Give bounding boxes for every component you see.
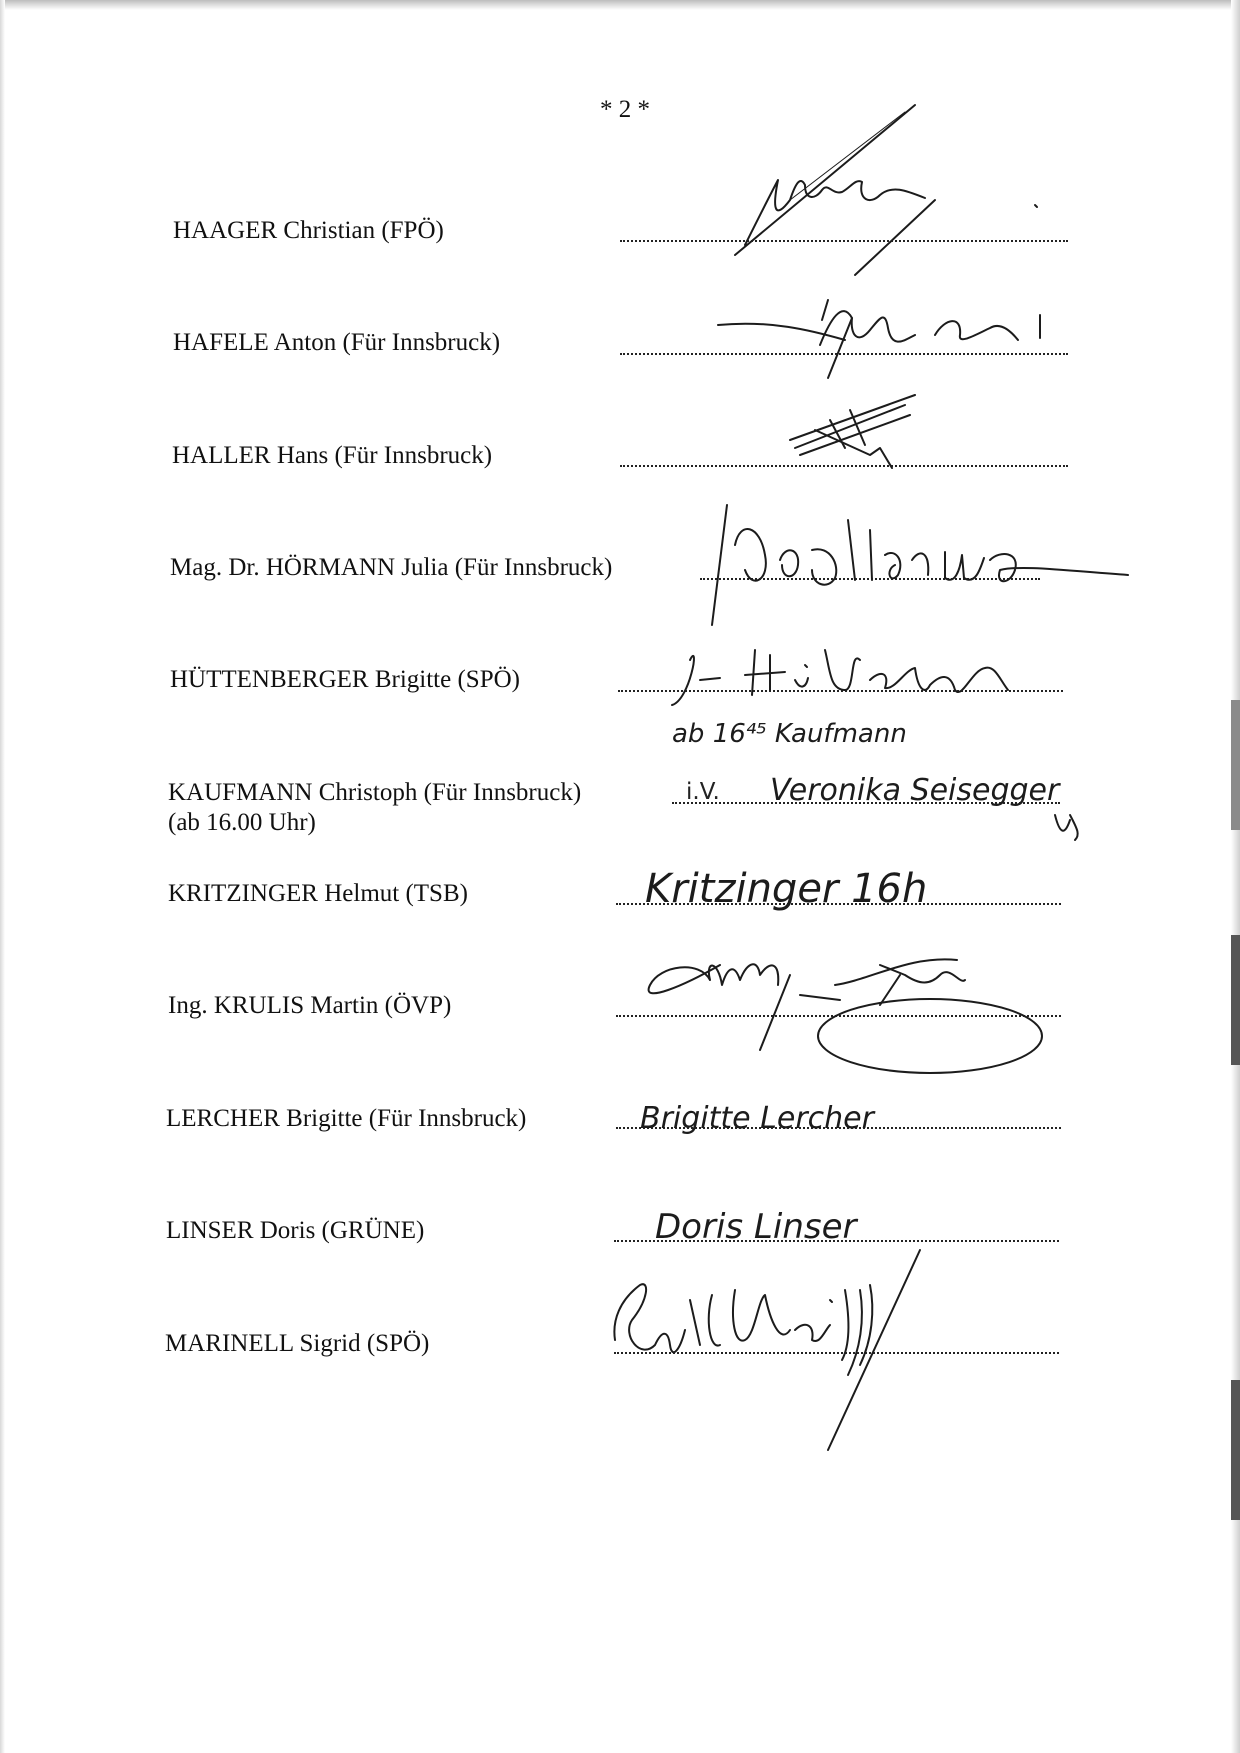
signature-huettenberger bbox=[672, 650, 1008, 749]
member-name: HÜTTENBERGER Brigitte (SPÖ) bbox=[170, 666, 520, 693]
signature-haager bbox=[735, 105, 1037, 275]
signature-line bbox=[700, 578, 1040, 580]
signature-text: Doris Linser bbox=[655, 1207, 857, 1247]
signature-line bbox=[672, 802, 1060, 804]
member-name: MARINELL Sigrid (SPÖ) bbox=[165, 1330, 430, 1357]
member-name: LINSER Doris (GRÜNE) bbox=[166, 1217, 425, 1244]
signature-text: Kritzinger 16h bbox=[645, 866, 928, 912]
scan-edge-top bbox=[0, 0, 1240, 10]
signature-hoermann bbox=[712, 505, 1128, 625]
member-name-main: KAUFMANN Christoph (Für Innsbruck) bbox=[168, 779, 582, 806]
signature-text: Veronika Seisegger bbox=[770, 773, 1060, 808]
signature-line bbox=[616, 1015, 1061, 1017]
member-name bbox=[168, 778, 581, 838]
member-name-note: (ab 16.00 Uhr) bbox=[168, 809, 316, 836]
member-name: HAAGER Christian (FPÖ) bbox=[173, 217, 444, 244]
member-name: KRITZINGER Helmut (TSB) bbox=[168, 880, 468, 907]
signature-text: Brigitte Lercher bbox=[640, 1101, 874, 1136]
signature-line bbox=[614, 1352, 1059, 1354]
signature-lercher bbox=[640, 1101, 876, 1136]
signature-line bbox=[616, 1127, 1061, 1129]
scan-margin-mark bbox=[1231, 1380, 1240, 1520]
signature-prefix: i.V. bbox=[686, 779, 720, 805]
signature-line bbox=[618, 690, 1063, 692]
member-name: HAFELE Anton (Für Innsbruck) bbox=[173, 329, 501, 356]
scan-margin-mark bbox=[1231, 700, 1240, 830]
member-name: LERCHER Brigitte (Für Innsbruck) bbox=[166, 1105, 527, 1132]
member-name: HALLER Hans (Für Innsbruck) bbox=[172, 442, 493, 469]
member-name: Mag. Dr. HÖRMANN Julia (Für Innsbruck) bbox=[170, 554, 613, 581]
signature-line bbox=[620, 353, 1068, 355]
signature-line bbox=[616, 903, 1061, 905]
signature-note: ab 16⁴⁵ Kaufmann bbox=[672, 719, 907, 749]
member-name: Ing. KRULIS Martin (ÖVP) bbox=[168, 992, 452, 1019]
signature-kritzinger bbox=[645, 866, 927, 912]
signature-kaufmann bbox=[770, 773, 1078, 840]
signature-hafele bbox=[718, 300, 1040, 378]
signature-haller bbox=[790, 395, 915, 468]
page-number: * 2 * bbox=[600, 96, 650, 123]
signature-marinell bbox=[614, 1250, 920, 1450]
signature-line bbox=[620, 465, 1068, 467]
signature-line bbox=[620, 240, 1068, 242]
scan-edge-left bbox=[0, 0, 5, 1753]
scan-margin-mark bbox=[1231, 935, 1240, 1065]
signature-line bbox=[614, 1240, 1059, 1242]
